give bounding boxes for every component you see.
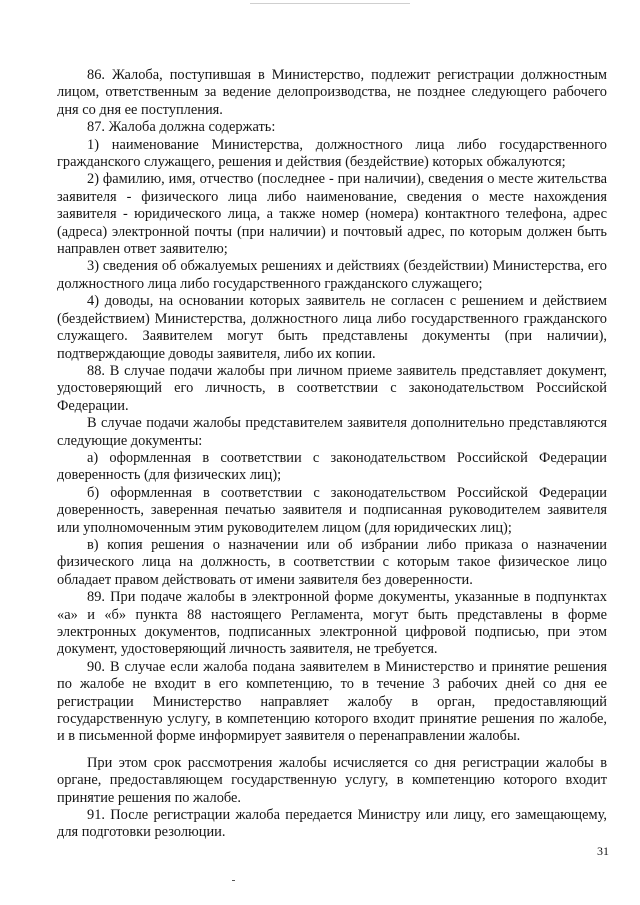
paragraph-88-item-v: в) копия решения о назначении или об избрании либо приказа о назначении физического лица на должность, в соответствии с которым такое физическое лицо обладает правом действовать от имени заявителя без доверенности. <box>57 536 607 588</box>
paragraph-87-item-2: 2) фамилию, имя, отчество (последнее - при наличии), сведения о месте жительства заявителя - физического лица либо наименование, сведения о месте нахождения заявителя - юридического лица, а также номер (номера) контактного телефона, адрес (адреса) электронной почты (при наличии) и почтовый адрес, по которым должен быть направлен ответ заявителю; <box>57 171 607 258</box>
paragraph-87-item-4: 4) доводы, на основании которых заявитель не согласен с решением и действием (бездействием) Министерства, должностного лица либо государственного гражданского служащего. Заявителем могут быть представлены документы (при наличии), подтверждающие доводы заявителя, либо их копии. <box>57 293 607 362</box>
paragraph-86: 86. Жалоба, поступившая в Министерство, подлежит регистрации должностным лицом, ответственным за ведение делопроизводства, не позднее следующего рабочего дня со дня ее поступления. <box>57 67 607 118</box>
scan-speck <box>232 880 235 881</box>
paragraph-90-term: При этом срок рассмотрения жалобы исчисляется со дня регистрации жалобы в органе, предоставляющем государственную услугу, в компетенцию которого входит принятие решения по жалобе. <box>57 754 607 806</box>
paragraph-88: 88. В случае подачи жалобы при личном приеме заявитель представляет документ, удостоверяющий его личность, в соответствии с законодательством Российской Федерации. <box>57 362 607 414</box>
paragraph-88-representative: В случае подачи жалобы представителем заявителя дополнительно представляются следующие документы: <box>57 415 607 449</box>
paragraph-90: 90. В случае если жалоба подана заявителем в Министерство и принятие решения по жалобе не входит в его компетенцию, то в течение 3 рабочих дней со дня ее регистрации Министерство направляет жалобу в орган, предоставляющий государственную услугу, в компетенцию которого входит принятие решения по жалобе, и в письменной форме информирует заявителя о перенаправлении жалобы. <box>57 658 607 745</box>
paragraph-89: 89. При подаче жалобы в электронной форме документы, указанные в подпунктах «а» и «б» пункта 88 настоящего Регламента, могут быть представлены в форме электронных документов, подписанных электронной цифровой подписью, при этом документ, удостоверяющий личность заявителя, не требуется. <box>57 589 607 658</box>
top-scan-rule <box>250 3 410 4</box>
paragraph-87-item-3: 3) сведения об обжалуемых решениях и действиях (бездействии) Министерства, его должностного лица либо государственного гражданского служащего; <box>57 258 607 292</box>
paragraph-87-item-1: 1) наименование Министерства, должностного лица либо государственного гражданского служащего, решения и действия (бездействие) которых обжалуются; <box>57 136 607 171</box>
paragraph-88-item-a: а) оформленная в соответствии с законодательством Российской Федерации доверенность (для физических лиц); <box>57 449 607 484</box>
page-number: 31 <box>597 844 609 858</box>
paragraph-87: 87. Жалоба должна содержать: <box>87 119 276 136</box>
paragraph-88-item-b: б) оформленная в соответствии с законодательством Российской Федерации доверенность, заверенная печатью заявителя и подписанная руководителем заявителя или уполномоченным этим руководителем лицом (для юридических лиц); <box>57 484 607 536</box>
document-body <box>57 67 607 842</box>
paragraph-91: 91. После регистрации жалоба передается Министру или лицу, его замещающему, для подготовки резолюции. <box>57 807 607 841</box>
